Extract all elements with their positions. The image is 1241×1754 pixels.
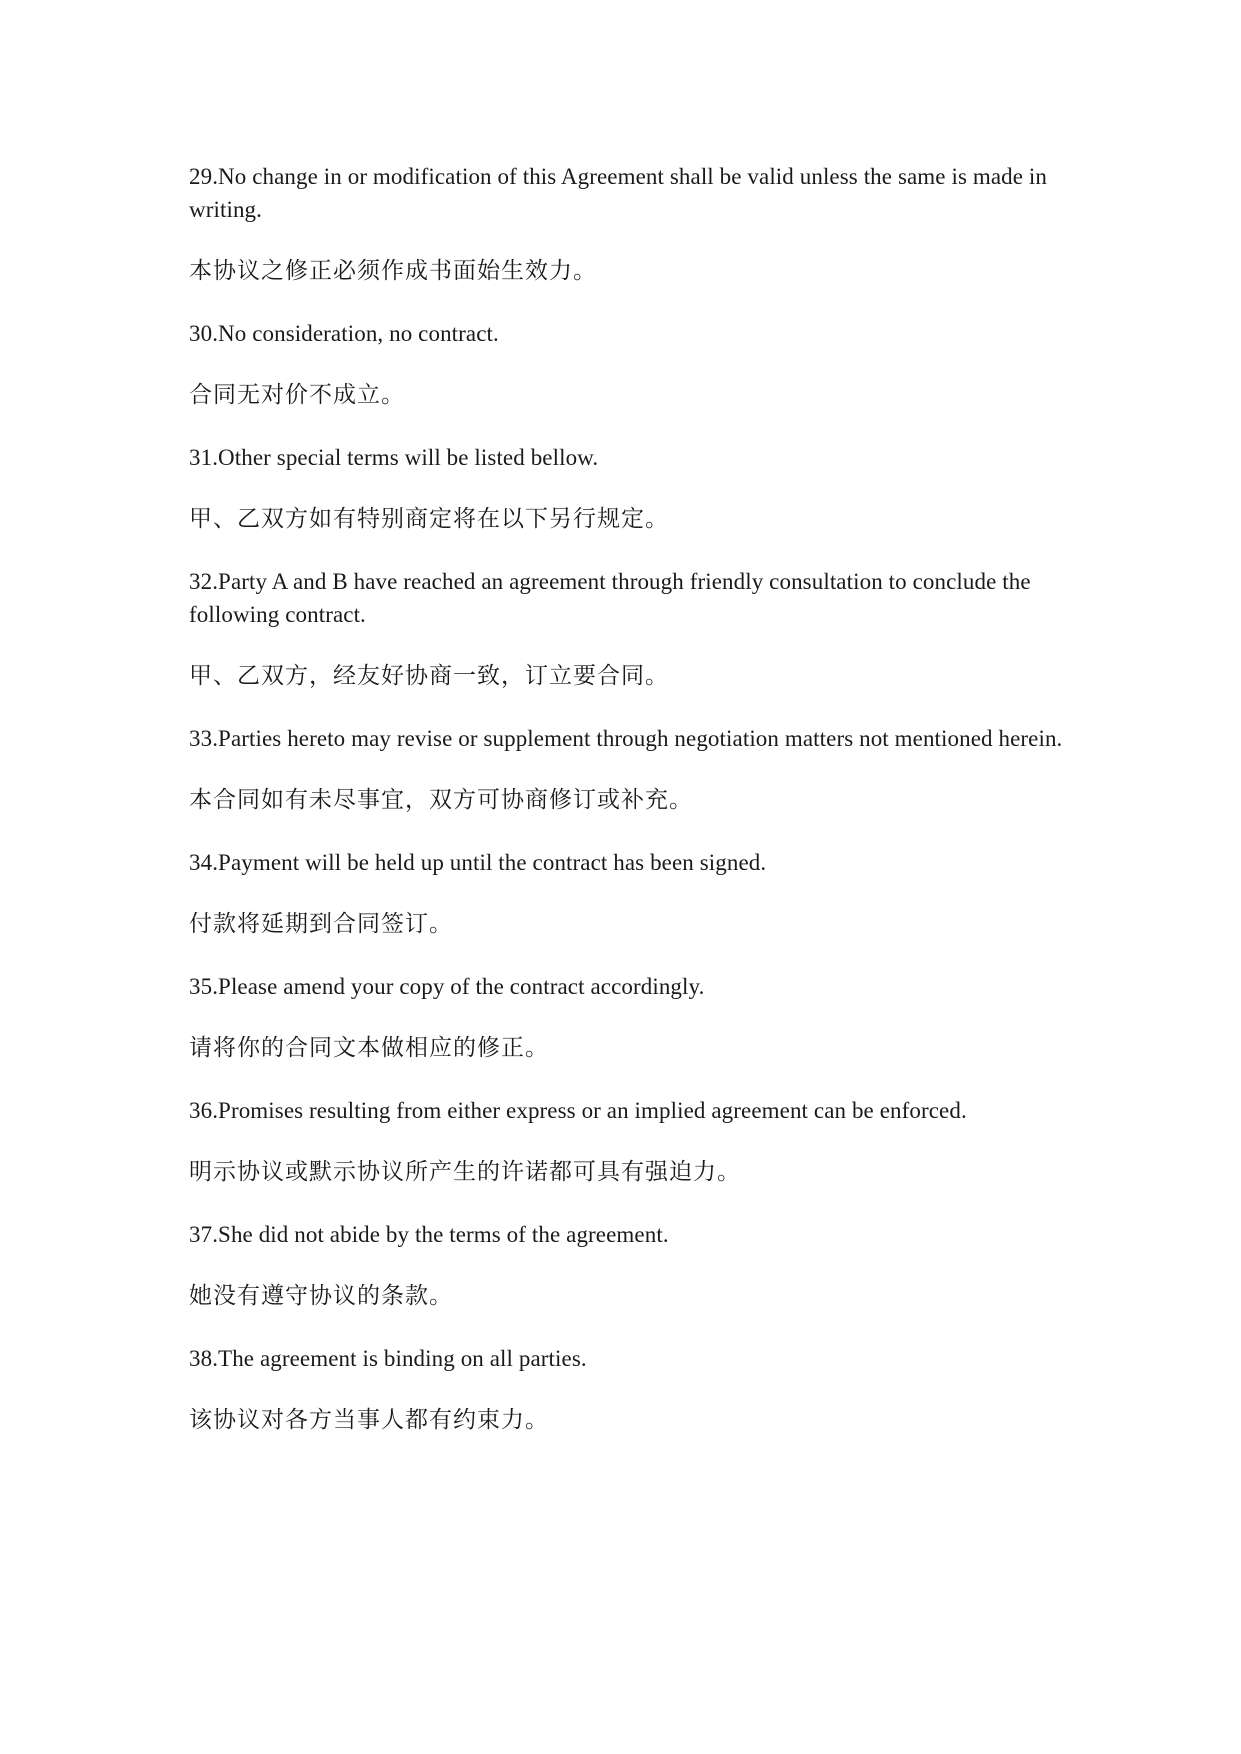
clause-english: 37.She did not abide by the terms of the agreement. xyxy=(189,1222,669,1247)
document-body xyxy=(189,160,1069,1466)
clause-chinese: 本协议之修正必须作成书面始生效力。 xyxy=(189,258,597,284)
clause-32 xyxy=(189,565,1069,693)
clause-english: 30.No consideration, no contract. xyxy=(189,321,499,346)
clause-chinese: 付款将延期到合同签订。 xyxy=(189,911,453,937)
clause-chinese: 她没有遵守协议的条款。 xyxy=(189,1283,453,1309)
clause-36 xyxy=(189,1094,1069,1189)
clause-chinese: 甲、乙双方如有特别商定将在以下另行规定。 xyxy=(189,506,669,532)
clause-chinese: 请将你的合同文本做相应的修正。 xyxy=(189,1035,549,1061)
clause-english: 32.Party A and B have reached an agreement through friendly consultation to conclude the following contract. xyxy=(189,569,1031,627)
clause-chinese: 甲、乙双方，经友好协商一致，订立要合同。 xyxy=(189,663,669,689)
clause-english: 36.Promises resulting from either express or an implied agreement can be enforced. xyxy=(189,1098,967,1123)
clause-english: 31.Other special terms will be listed bellow. xyxy=(189,445,599,470)
clause-chinese: 该协议对各方当事人都有约束力。 xyxy=(189,1407,549,1433)
clause-37 xyxy=(189,1218,1069,1313)
clause-34 xyxy=(189,846,1069,941)
clause-35 xyxy=(189,970,1069,1065)
clause-29 xyxy=(189,160,1069,288)
clause-english: 38.The agreement is binding on all parties. xyxy=(189,1346,587,1371)
clause-30 xyxy=(189,317,1069,412)
clause-chinese: 本合同如有未尽事宜，双方可协商修订或补充。 xyxy=(189,787,693,813)
clause-31 xyxy=(189,441,1069,536)
clause-chinese: 合同无对价不成立。 xyxy=(189,382,405,408)
clause-33 xyxy=(189,722,1069,817)
clause-english: 34.Payment will be held up until the contract has been signed. xyxy=(189,850,767,875)
clause-english: 29.No change in or modification of this Agreement shall be valid unless the same is made in writing. xyxy=(189,164,1047,222)
clause-english: 33.Parties hereto may revise or supplement through negotiation matters not mentioned herein. xyxy=(189,726,1063,751)
clause-38 xyxy=(189,1342,1069,1437)
clause-english: 35.Please amend your copy of the contract accordingly. xyxy=(189,974,705,999)
clause-chinese: 明示协议或默示协议所产生的许诺都可具有强迫力。 xyxy=(189,1159,741,1185)
